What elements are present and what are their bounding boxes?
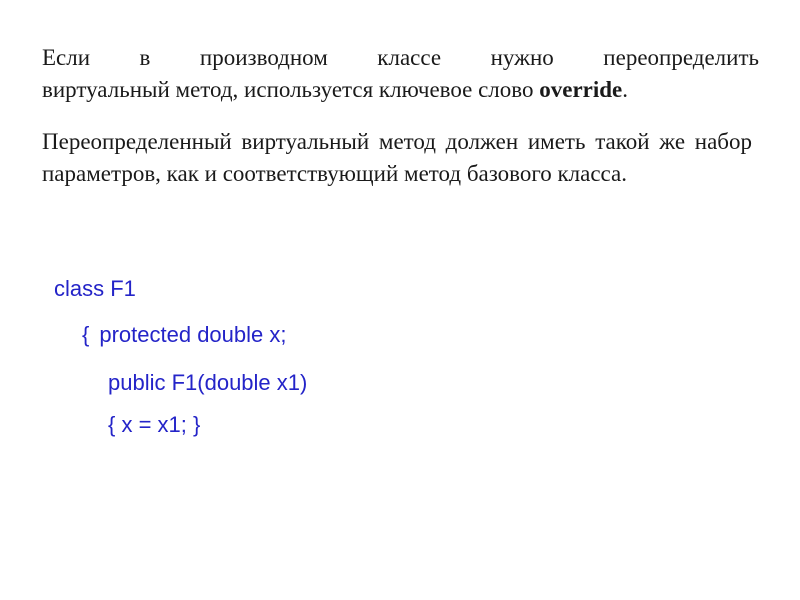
paragraph-parameters: Переопределенный виртуальный метод должен иметь такой же набор параметров, как и соответствующий метод базового класса. — [42, 129, 752, 186]
code-open-brace: { — [82, 322, 90, 347]
paragraph-override-line2-suffix: . — [622, 77, 629, 102]
code-line-field — [82, 322, 287, 348]
code-field-text: protected double x; — [99, 322, 287, 347]
paragraph-override — [42, 42, 759, 106]
code-line-constructor: public F1(double x1) — [108, 370, 308, 395]
code-line-class-declaration: class F1 — [54, 276, 136, 301]
code-line-constructor-body: { x = x1; } — [108, 412, 201, 437]
paragraph-override-line1: Если в производном классе нужно переопределить — [42, 45, 759, 70]
paragraph-override-line2-prefix: виртуальный метод, используется ключевое слово — [42, 77, 540, 102]
keyword-override: override — [539, 77, 623, 102]
